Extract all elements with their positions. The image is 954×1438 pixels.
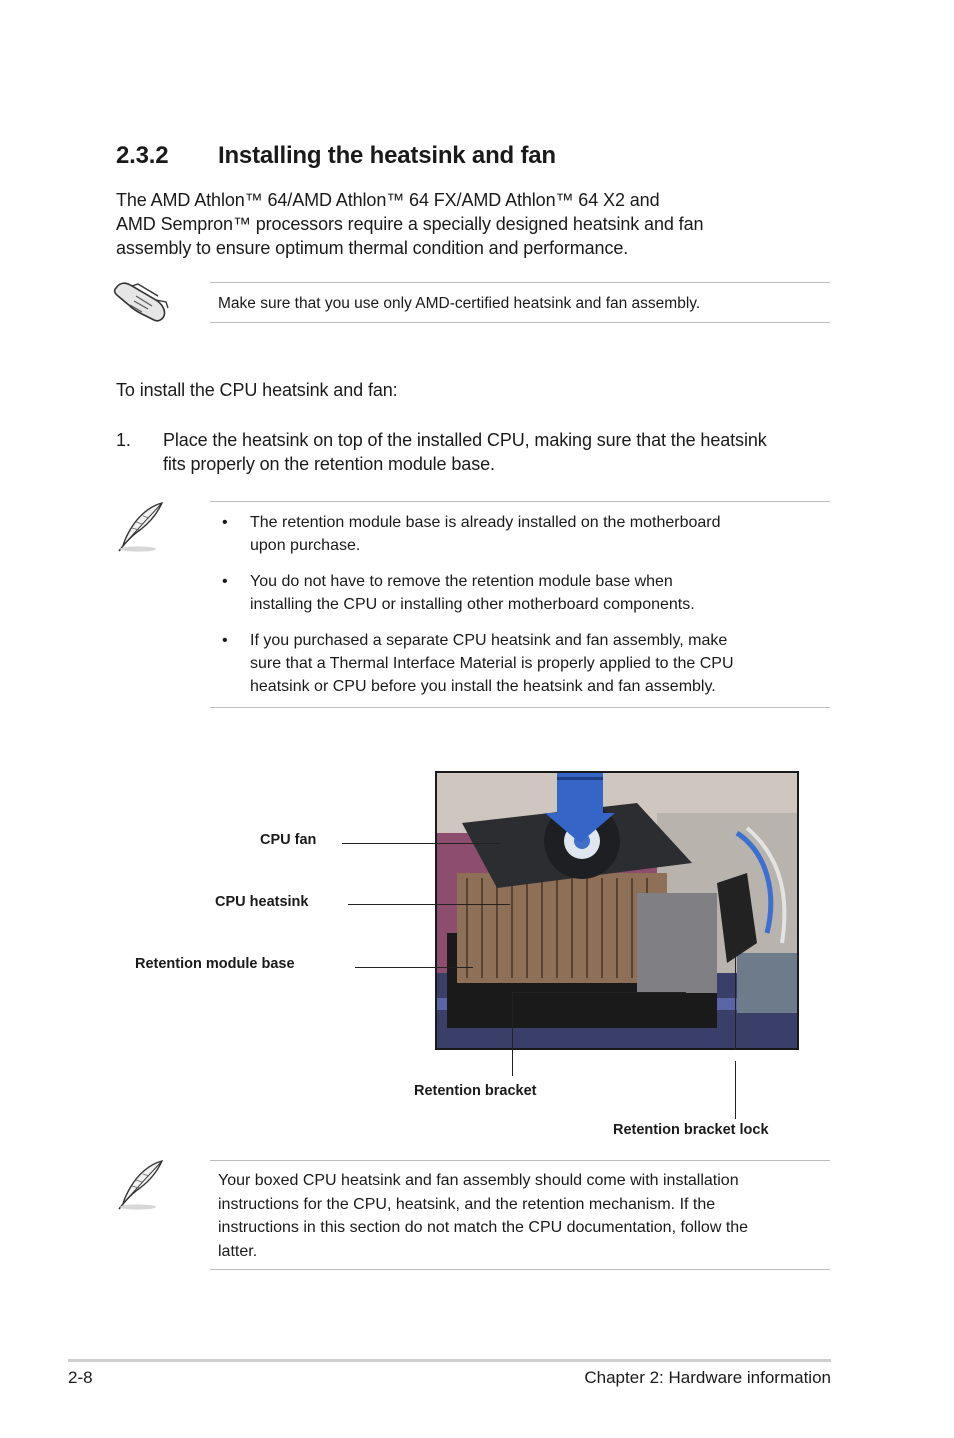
- intro-line: assembly to ensure optimum thermal condition and performance.: [116, 238, 629, 258]
- heatsink-photo: [435, 771, 799, 1050]
- chapter-title: Chapter 2: Hardware information: [584, 1368, 831, 1387]
- bullet-marker: •: [222, 573, 228, 590]
- note-text: Your boxed CPU heatsink and fan assembly should come with installation instructions for the CPU, heatsink, and the retention mechanism. If the instructions in this section do not match the CPU documentation, follow the latter.: [218, 1172, 749, 1260]
- bullet-marker: •: [222, 632, 228, 649]
- section-number: 2.3.2: [116, 142, 169, 169]
- note-bullet: • You do not have to remove the retention module base when installing the CPU or installing other motherboard components.: [210, 570, 810, 616]
- label-retention-module-base: Retention module base: [135, 956, 295, 972]
- callout-line-retention-bracket-v: [512, 992, 513, 1076]
- note-box: [210, 1160, 830, 1270]
- label-cpu-heatsink: CPU heatsink: [215, 894, 309, 910]
- callout-line-retention-bracket-h: [512, 992, 686, 993]
- procedure-lead: To install the CPU heatsink and fan:: [116, 380, 398, 400]
- intro-line: The AMD Athlon™ 64/AMD Athlon™ 64 FX/AMD Athlon™ 64 X2 and: [116, 190, 660, 210]
- note-box: [210, 501, 830, 708]
- step-1: [116, 428, 846, 476]
- intro-paragraph: [116, 188, 816, 260]
- quill-note-icon: [112, 500, 168, 559]
- label-retention-bracket: Retention bracket: [414, 1083, 537, 1099]
- caution-note-text: Make sure that you use only AMD-certified heatsink and fan assembly.: [218, 295, 701, 312]
- callout-line-cpu-heatsink: [348, 904, 510, 905]
- page-number: 2-8: [68, 1368, 93, 1387]
- note-bullet: • If you purchased a separate CPU heatsink and fan assembly, make sure that a Thermal Interface Material is properly applied to the CPU heatsink or CPU before you install the heatsink and fan assembly.: [210, 629, 810, 698]
- hand-caution-icon: [112, 278, 172, 329]
- label-retention-bracket-lock: Retention bracket lock: [613, 1122, 769, 1138]
- caution-note-box: [210, 282, 830, 323]
- quill-note-icon: [112, 1158, 168, 1217]
- callout-line-bracket-lock-bottom: [735, 1061, 736, 1119]
- note-bullet: • The retention module base is already installed on the motherboard upon purchase.: [210, 511, 810, 557]
- section-heading: [116, 142, 556, 170]
- step-text-line: fits properly on the retention module base.: [163, 454, 495, 474]
- callout-line-bracket-lock-top: [735, 931, 736, 1050]
- label-cpu-fan: CPU fan: [260, 832, 317, 848]
- step-text-line: Place the heatsink on top of the installed CPU, making sure that the heatsink: [163, 430, 767, 450]
- footer-rule: [68, 1359, 831, 1362]
- step-number: 1.: [116, 430, 131, 450]
- bullet-marker: •: [222, 514, 228, 531]
- intro-line: AMD Sempron™ processors require a specially designed heatsink and fan: [116, 214, 704, 234]
- callout-line-cpu-fan: [342, 843, 500, 844]
- callout-line-retention-base: [355, 967, 473, 968]
- section-title: Installing the heatsink and fan: [218, 142, 556, 169]
